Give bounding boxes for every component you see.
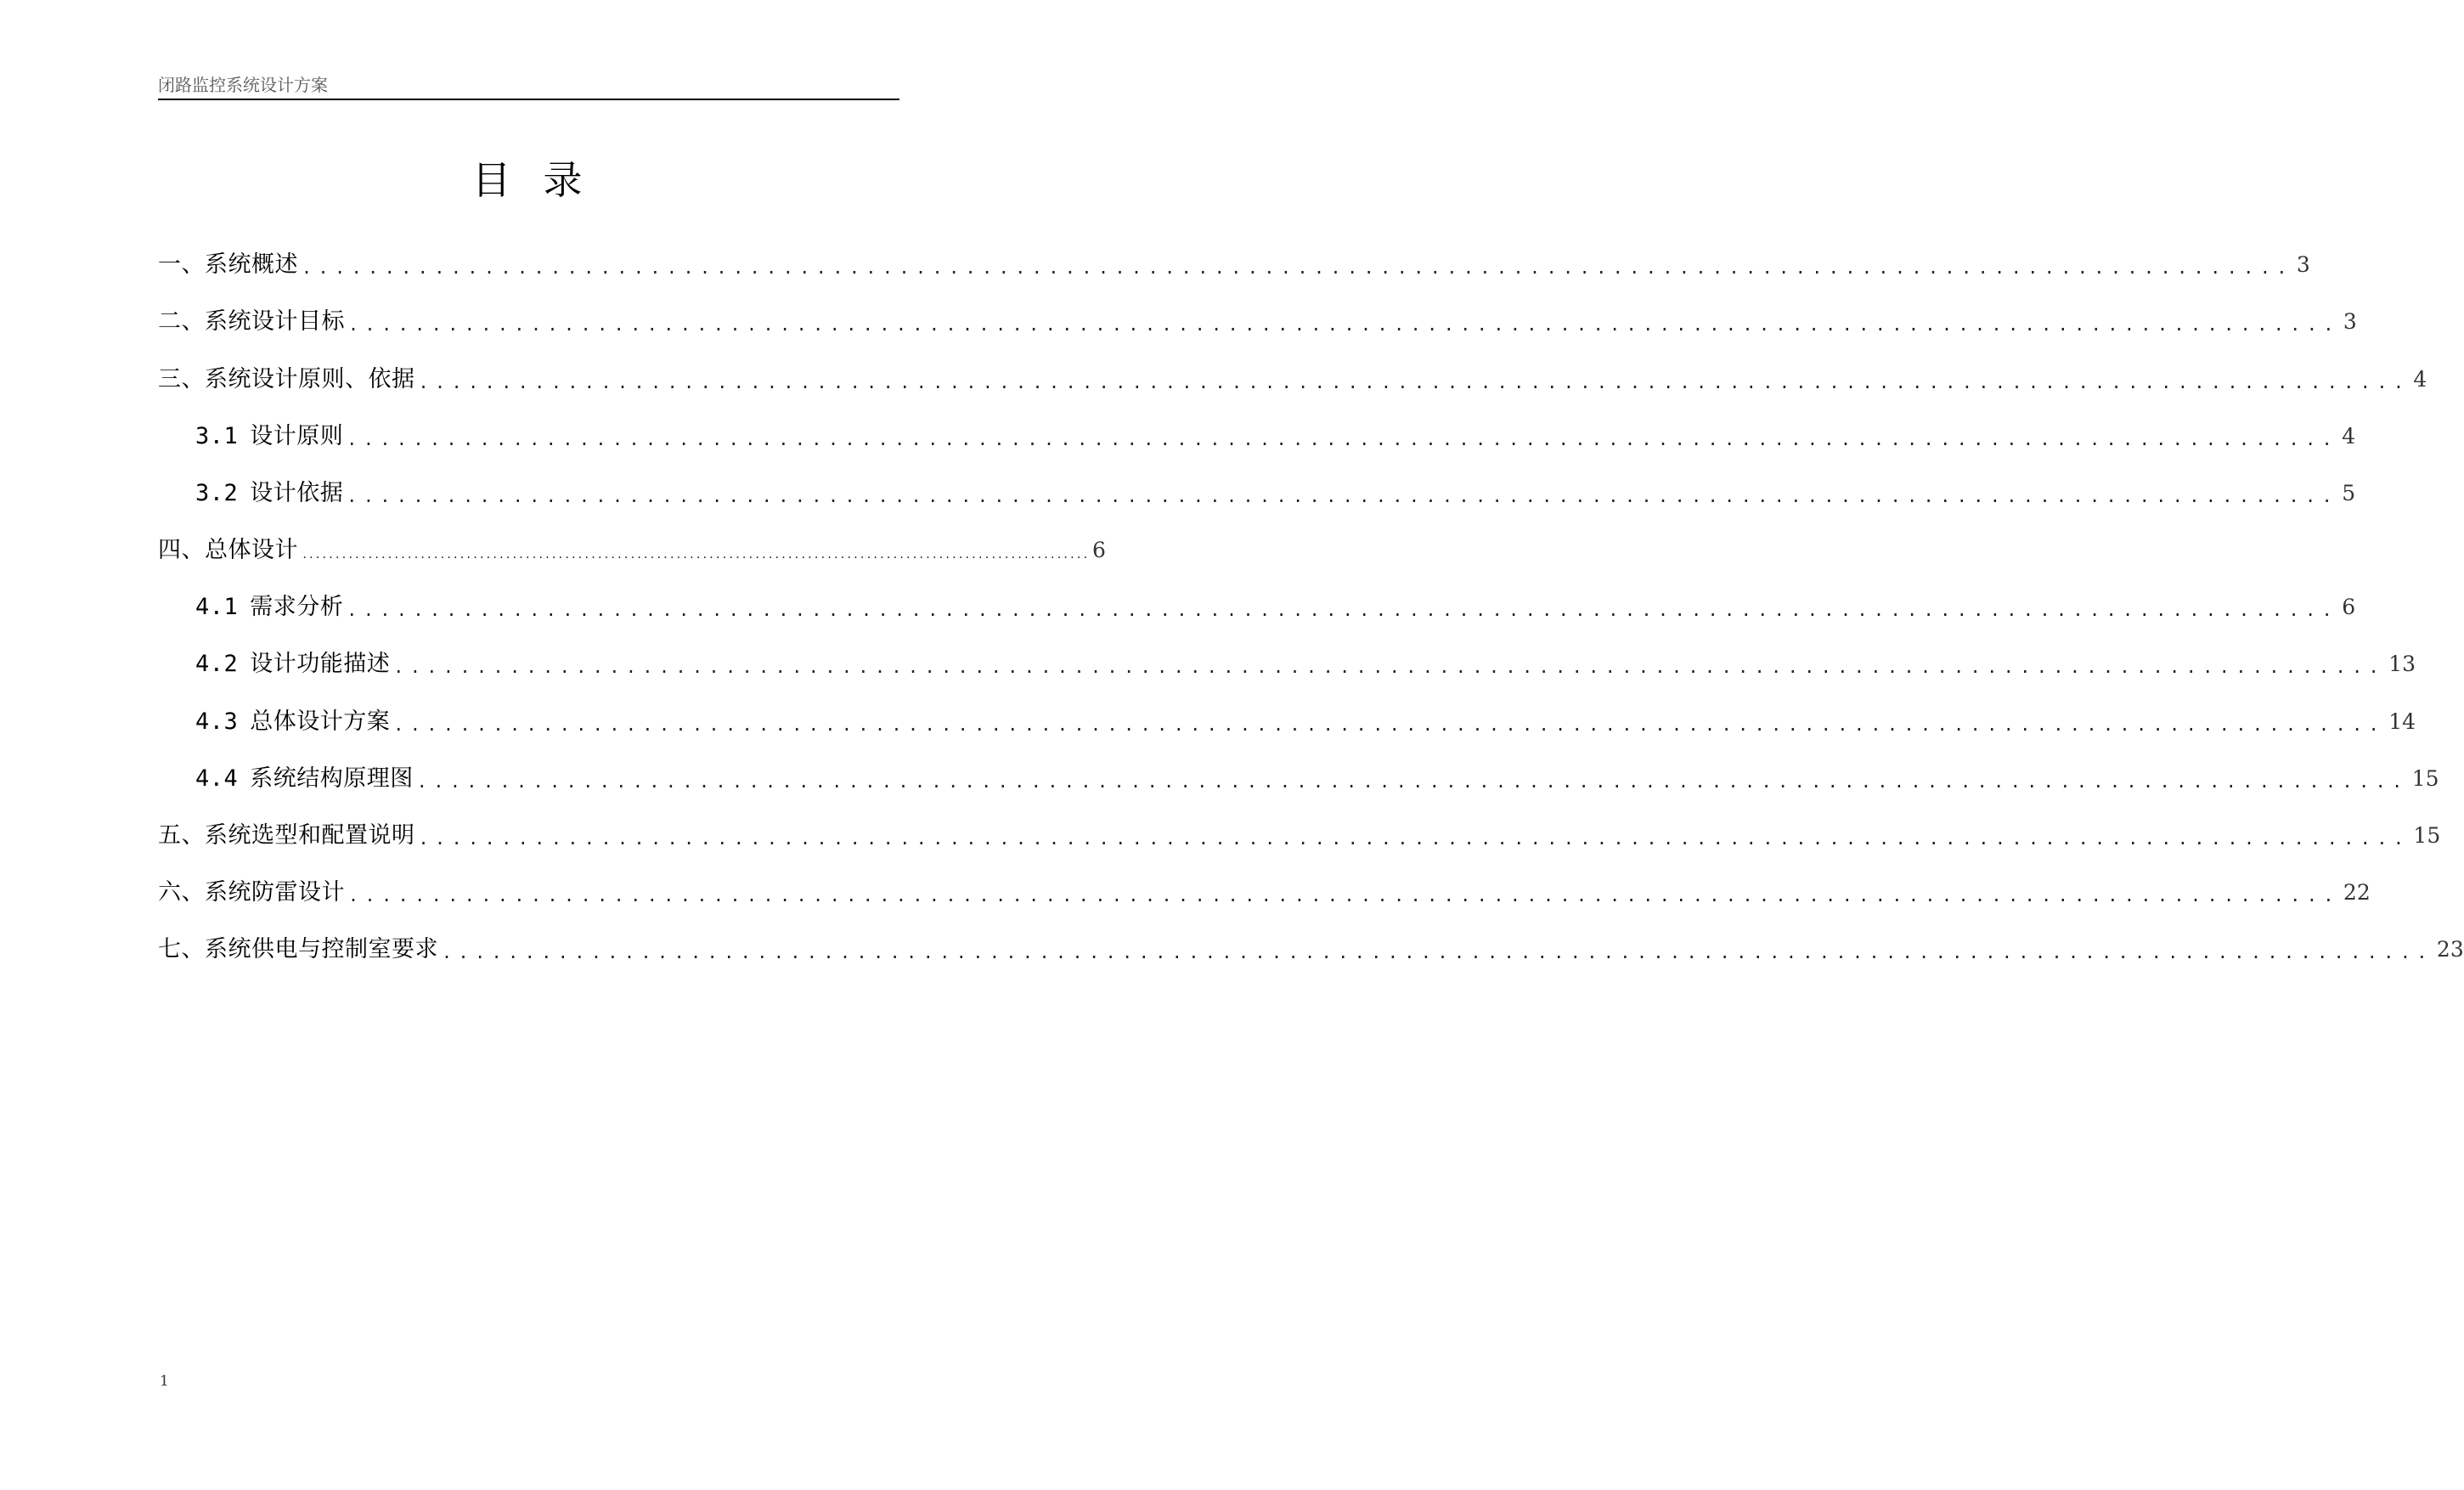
toc-entry-number: 3.1 [195,423,239,449]
toc-page-number: 3 [2296,252,2310,277]
toc-page-number: 13 [2388,652,2416,676]
toc-leader-dots: ........................................................................................................................ [418,372,2410,392]
toc-entry-label: 七、系统供电与控制室要求 [158,936,438,962]
toc-entry-text: 设计原则 [250,423,344,449]
toc-leader-dots: ........................................................................................................................ [348,885,2340,906]
toc-entry-text: 总体设计方案 [250,708,391,735]
toc-page-number: 5 [2342,481,2356,505]
toc-entry[interactable] [195,590,2356,624]
toc-entry-label: 四、总体设计 [158,537,298,563]
toc-entry-label [195,420,343,454]
toc-entry-text: 设计依据 [250,480,344,506]
toc-title: 目录 [471,157,615,203]
toc-entry[interactable] [195,477,2356,511]
toc-entry-label [195,762,414,796]
toc-leader-dots: ........................................................................................................................ [416,771,2409,792]
toc-leader-dots: ........................................................................................................................ [418,828,2410,849]
toc-entry[interactable] [195,420,2356,454]
toc-entry-label [195,590,343,624]
toc-page-number: 22 [2343,880,2371,905]
toc-entry-label [195,705,390,739]
toc-entry[interactable] [158,248,2310,282]
page-header [158,73,899,100]
toc-entry-label: 一、系统概述 [158,251,298,278]
toc-entry-label: 三、系统设计原则、依据 [158,366,415,392]
toc-leader-dots: ........................................................................................................................ [302,257,2293,278]
toc-entry[interactable] [158,876,2371,910]
toc-entry-label [195,477,343,511]
toc-page-number: 15 [2413,823,2441,848]
toc-entry[interactable] [158,533,1106,567]
toc-entry-number: 4.2 [195,651,239,677]
toc-entry[interactable] [195,762,2439,796]
toc-entry-label: 六、系统防雷设计 [158,879,345,906]
page-number-footer: 1 [160,1373,169,1390]
toc-entry[interactable] [158,819,2441,853]
toc-entry-label: 二、系统设计目标 [158,308,345,335]
toc-page-number: 3 [2343,309,2357,334]
toc-entry-number: 4.4 [195,765,239,792]
toc-entry-text: 系统结构原理图 [250,765,414,792]
toc-entry[interactable] [158,305,2357,339]
toc-leader-dots: ........................................................................................................................ [442,942,2433,962]
toc-entry[interactable] [195,647,2416,681]
toc-page-number: 23 [2436,937,2464,962]
toc-leader-dots: ........................................................................................................................ [393,714,2386,735]
toc-entry-number: 4.1 [195,594,239,620]
toc-page-number: 6 [1091,538,1106,562]
toc-entry-number: 4.3 [195,708,239,735]
toc-entry-label [195,647,390,681]
toc-leader-dots: ........................................................................................................................ [302,549,1089,561]
toc-entry-text: 需求分析 [250,594,344,620]
toc-entry[interactable] [158,363,2427,397]
toc-entry-text: 设计功能描述 [250,651,391,677]
toc-leader-dots: ........................................................................................................................ [347,429,2339,449]
toc-page-number: 4 [2342,424,2356,449]
toc-leader-dots: ........................................................................................................................ [347,600,2339,620]
toc-entry-number: 3.2 [195,480,239,506]
toc-leader-dots: ........................................................................................................................ [348,314,2340,335]
toc-page-number: 6 [2342,595,2356,619]
toc-leader-dots: ........................................................................................................................ [393,657,2386,677]
toc-entry[interactable] [158,933,2464,967]
document-title: 闭路监控系统设计方案 [158,75,328,95]
toc-page-number: 4 [2413,367,2427,392]
toc-page-number: 15 [2411,766,2439,791]
toc-page-number: 14 [2388,709,2416,734]
toc-entry-label: 五、系统选型和配置说明 [158,822,415,849]
toc-leader-dots: ........................................................................................................................ [347,486,2339,506]
toc-entry[interactable] [195,705,2416,739]
